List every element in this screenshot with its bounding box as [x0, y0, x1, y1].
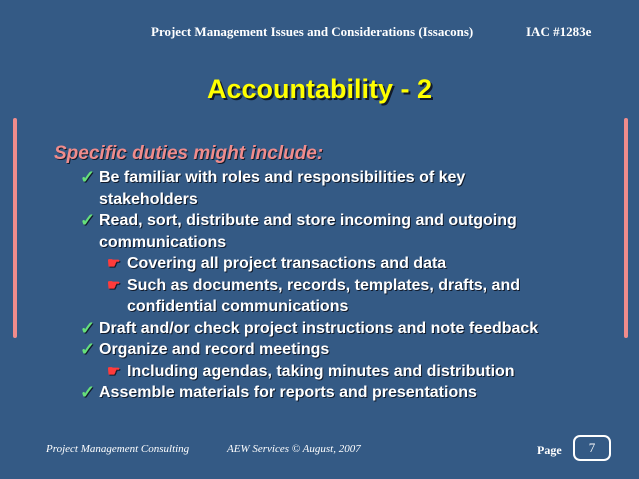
list-item-text: Read, sort, distribute and store incoming and outgoing communications [99, 212, 517, 251]
slide-title: Accountability - 2 [206, 74, 433, 104]
list-item [0, 275, 577, 318]
list-item [0, 210, 539, 253]
duties-list [0, 167, 639, 404]
list-item-text: Draft and/or check project instructions and note feedback [99, 319, 539, 337]
list-item [0, 339, 539, 361]
list-item-text: Be familiar with roles and responsibilities of key stakeholders [99, 169, 466, 208]
check-icon: ✓ [80, 382, 96, 402]
footer-copyright: AEW Services © August, 2007 [227, 443, 361, 455]
pointing-hand-icon: ☛ [107, 276, 121, 294]
header-title: Project Management Issues and Considerations (Issacons) [151, 24, 474, 39]
check-icon: ✓ [80, 317, 96, 338]
check-icon: ✓ [80, 339, 96, 359]
list-item [0, 167, 539, 210]
header-code: IAC #1283e [526, 24, 592, 39]
page-number-box [573, 435, 611, 461]
page-label: Page [537, 443, 562, 457]
list-item-text: Organize and record meetings [99, 341, 330, 358]
check-icon: ✓ [80, 210, 96, 230]
footer-org: Project Management Consulting [46, 443, 190, 455]
slide-header [0, 24, 639, 42]
list-item-text: Including agendas, taking minutes and distribution [127, 362, 515, 380]
page-number: 7 [588, 440, 596, 455]
list-item [0, 382, 539, 404]
list-item [0, 361, 577, 383]
list-item [0, 253, 577, 275]
slide-footer [0, 443, 639, 461]
list-item-text: Assemble materials for reports and presentations [99, 384, 477, 401]
check-icon: ✓ [80, 167, 96, 187]
intro-text: Specific duties might include: [54, 143, 324, 164]
list-item-text: Covering all project transactions and data [127, 255, 447, 272]
list-item [0, 318, 539, 340]
pointing-hand-icon: ☛ [107, 362, 121, 380]
pointing-hand-icon: ☛ [107, 255, 121, 272]
list-item-text: Such as documents, records, templates, drafts, and confidential communications [127, 276, 520, 315]
